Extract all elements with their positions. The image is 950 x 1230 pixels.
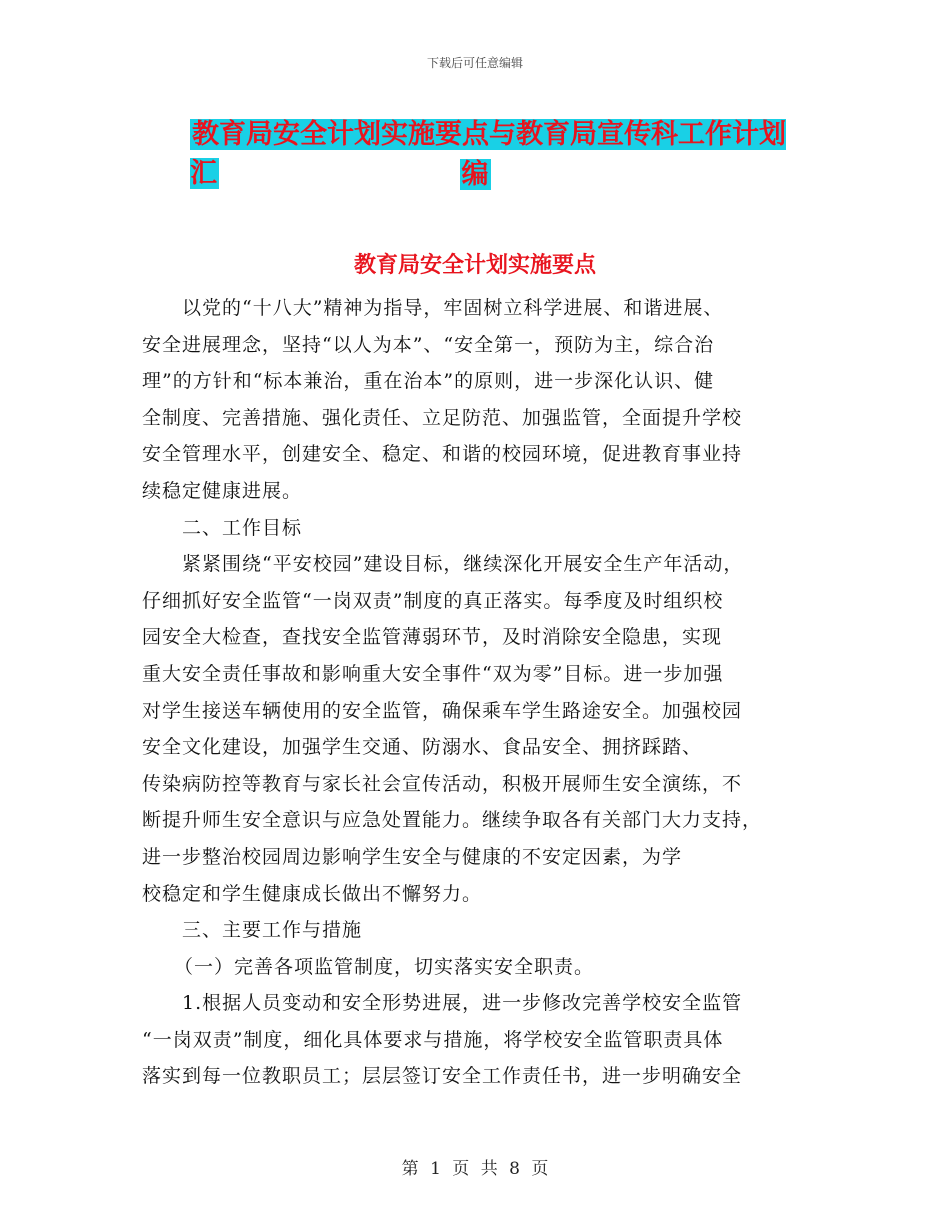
subheading-item-1: （一）完善各项监管制度，切实落实安全职责。 (174, 955, 595, 978)
subheading-work-goals: 二、工作目标 (182, 516, 303, 539)
body-line: 进一步整治校园周边影响学生安全与健康的不安定因素，为学 (142, 845, 683, 868)
body-line: 重大安全责任事故和影响重大安全事件“双为零”目标。进一步加强 (142, 662, 724, 685)
body-line: 理”的方针和“标本兼治，重在治本”的原则，进一步深化认识、健 (142, 370, 715, 393)
body-line: 仔细抓好安全监管“一岗双责”制度的真正落实。每季度及时组织校 (142, 589, 724, 612)
body-line: 全制度、完善措施、强化责任、立足防范、加强监管，全面提升学校 (142, 406, 743, 429)
body-line: 安全文化建设，加强学生交通、防溺水、食品安全、拥挤踩踏、 (142, 736, 703, 759)
body-line: 校稳定和学生健康成长做出不懈努力。 (142, 882, 483, 905)
body-text (142, 290, 812, 1095)
subheading-main-work: 三、主要工作与措施 (182, 919, 363, 942)
body-line: 断提升师生安全意识与应急处置能力。继续争取各有关部门大力支持， (142, 809, 763, 832)
body-line: 落实到每一位教职员工；层层签订安全工作责任书，进一步明确安全 (142, 1065, 743, 1088)
body-line: 续稳定健康进展。 (142, 479, 303, 502)
body-line: 紧紧围绕“平安校园”建设目标，继续深化开展安全生产年活动， (182, 553, 744, 576)
section-heading: 教育局安全计划实施要点 (353, 252, 596, 278)
body-line: 安全进展理念，坚持“以人为本”、“安全第一，预防为主，综合治 (142, 333, 715, 356)
body-line: 1.根据人员变动和安全形势进展，进一步修改完善学校安全监管 (182, 992, 743, 1015)
body-line: “一岗双责”制度，细化具体要求与措施，将学校安全监管职责具体 (142, 1028, 724, 1051)
title-highlight-2: 编 (461, 159, 489, 190)
document-title-line-2 (0, 152, 950, 191)
body-line: 园安全大检查，查找安全监管薄弱环节，及时消除安全隐患，实现 (142, 626, 723, 649)
body-line: 安全管理水平，创建安全、稳定、和谐的校园环境，促进教育事业持 (142, 443, 743, 466)
body-line: 对学生接送车辆使用的安全监管，确保乘车学生路途安全。加强校园 (142, 699, 743, 722)
body-line: 传染病防控等教育与家长社会宣传活动，积极开展师生安全演练，不 (142, 772, 743, 795)
page-footer: 第 1 页 共 8 页 (401, 1159, 549, 1179)
title-highlight-1: 教育局安全计划实施要点与教育局宣传科工作计划汇 (190, 119, 786, 189)
header-note: 下载后可任意编辑 (426, 56, 523, 70)
body-line: 以党的“十八大”精神为指导，牢固树立科学进展、和谐进展、 (182, 297, 724, 319)
